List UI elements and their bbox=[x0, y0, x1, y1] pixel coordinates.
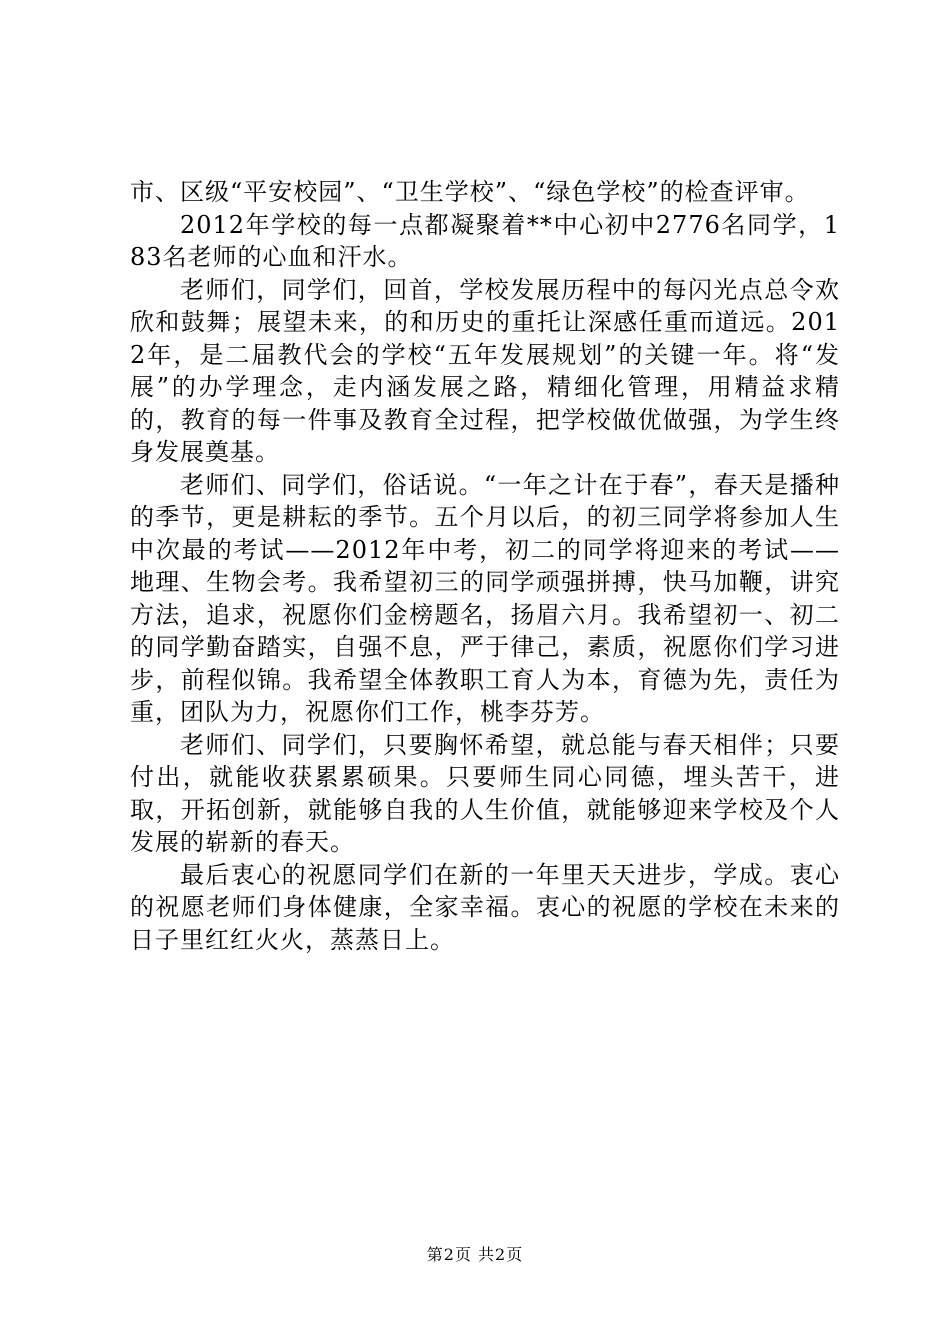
paragraph-development-plan: 老师们，同学们，回首，学校发展历程中的每闪光点总令欢欣和鼓舞；展望未来，的和历史的重托让深感任重而道远。2012年，是二届教代会的学校“五年发展规划”的关键一年。将“发展”的办学理念，走内涵发展之路，精细化管理，用精益求精的，教育的每一件事及教育全过程，把学校做优做强，为学生终身发展奠基。 bbox=[130, 275, 840, 466]
document-body bbox=[130, 176, 840, 956]
paragraph-continued: 市、区级“平安校园”、“卫生学校”、“绿色学校”的检查评审。 bbox=[130, 178, 810, 206]
page-number-label: 第2页 共2页 bbox=[426, 1245, 524, 1264]
paragraph-student-count: 2012年学校的每一点都凝聚着**中心初中2776名同学，183名老师的心血和汗水。 bbox=[130, 210, 840, 271]
page-footer bbox=[0, 1244, 950, 1266]
paragraph-closing: 最后衷心的祝愿同学们在新的一年里天天进步，学成。衷心的祝愿老师们身体健康，全家幸福。衷心的祝愿的学校在未来的日子里红红火火，蒸蒸日上。 bbox=[130, 860, 840, 954]
paragraph-hope: 老师们、同学们，只要胸怀希望，就总能与春天相伴；只要付出，就能收获累累硕果。只要师生同心同德，埋头苦干，进取，开拓创新，就能够自我的人生价值，就能够迎来学校及个人发展的崭新的春天。 bbox=[130, 730, 840, 856]
paragraph-spring-wishes: 老师们、同学们，俗话说。“一年之计在于春”，春天是播种的季节，更是耕耘的季节。五个月以后，的初三同学将参加人生中次最的考试——2012年中考，初二的同学将迎来的考试——地理、生物会考。我希望初三的同学顽强拼搏，快马加鞭，讲究方法，追求，祝愿你们金榜题名，扬眉六月。我希望初一、初二的同学勤奋踏实，自强不息，严于律己，素质，祝愿你们学习进步，前程似锦。我希望全体教职工育人为本，育德为先，责任为重，团队为力，祝愿你们工作，桃李芬芳。 bbox=[130, 470, 840, 726]
